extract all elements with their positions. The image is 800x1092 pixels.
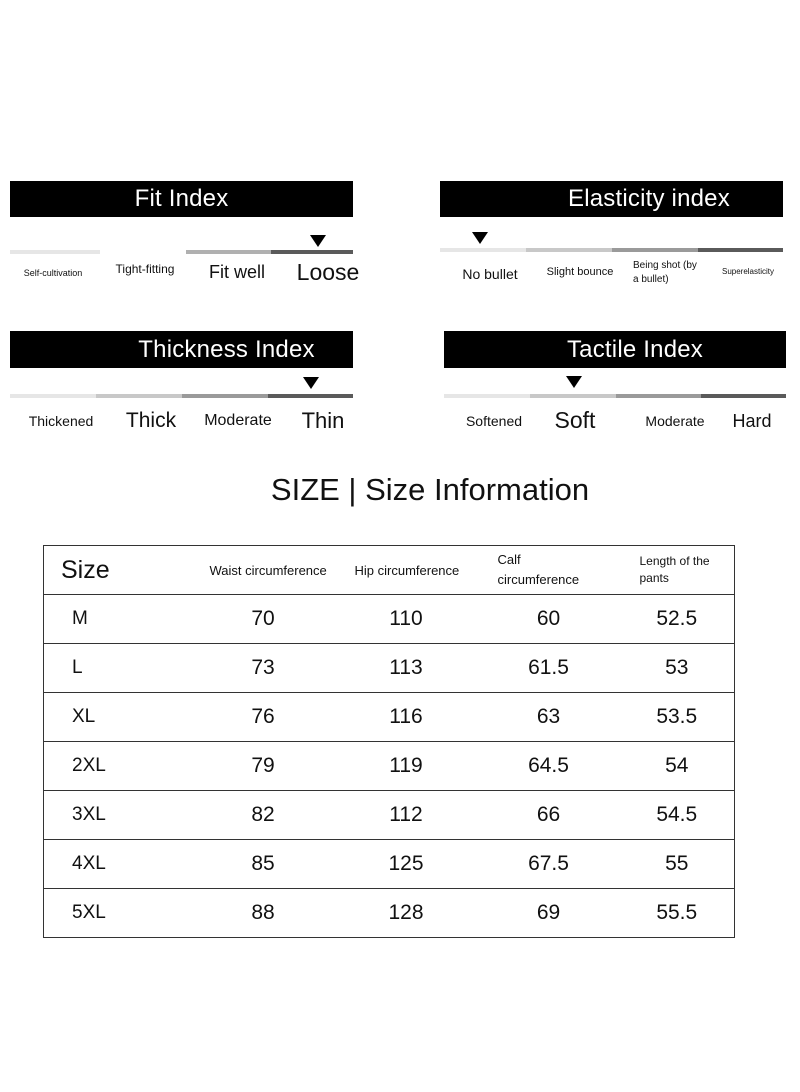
scale-segment: [96, 394, 182, 398]
scale-segment: [10, 250, 100, 254]
scale-segment: [100, 250, 186, 254]
cell-length: 53.5: [620, 693, 735, 742]
scale-segment: [182, 394, 268, 398]
cell-waist: 82: [192, 791, 335, 840]
scale-segment: [268, 394, 353, 398]
cell-size: M: [44, 595, 192, 644]
tactile-label-hard: Hard: [732, 411, 772, 431]
cell-hip: 113: [335, 644, 478, 693]
scale-segment: [526, 248, 612, 252]
elasticity-label-no-bullet: No bullet: [462, 266, 518, 282]
cell-length: 54.5: [620, 791, 735, 840]
elasticity-label-superelasticity: Superelasticity: [721, 267, 775, 276]
cell-hip: 119: [335, 742, 478, 791]
scale-segment: [698, 248, 783, 252]
cell-hip: 110: [335, 595, 478, 644]
col-header-hip: Hip circumference: [335, 546, 478, 595]
scale-segment: [440, 248, 526, 252]
fit-index-header: [10, 181, 353, 217]
col-header-size: Size: [44, 546, 192, 595]
size-table: [43, 545, 735, 938]
tactile-index-header: [444, 331, 786, 368]
table-row: [44, 693, 735, 742]
cell-calf: 66: [478, 791, 620, 840]
cell-waist: 79: [192, 742, 335, 791]
tactile-label-soft: Soft: [554, 407, 596, 433]
cell-length: 54: [620, 742, 735, 791]
fit-label-self-cultivation: Self-cultivation: [23, 268, 83, 278]
fit-label-tight-fitting: Tight-fitting: [115, 262, 175, 276]
thickness-index-marker: [303, 377, 319, 389]
fit-label-fit-well: Fit well: [208, 262, 265, 282]
table-row: [44, 840, 735, 889]
scale-segment: [10, 394, 96, 398]
cell-length: 55.5: [620, 889, 735, 938]
col-header-length: Length of the pants: [620, 546, 735, 595]
elasticity-index-scale: [440, 248, 783, 252]
thickness-label-moderate: Moderate: [204, 412, 272, 429]
cell-length: 52.5: [620, 595, 735, 644]
cell-length: 55: [620, 840, 735, 889]
fit-index-scale: [10, 250, 353, 254]
scale-segment: [271, 250, 353, 254]
fit-label-loose: Loose: [296, 259, 360, 285]
cell-hip: 116: [335, 693, 478, 742]
cell-calf: 69: [478, 889, 620, 938]
elasticity-index-marker: [472, 232, 488, 244]
tactile-index-scale: [444, 394, 786, 398]
cell-size: 3XL: [44, 791, 192, 840]
cell-waist: 85: [192, 840, 335, 889]
thickness-index-header: [10, 331, 353, 368]
cell-size: L: [44, 644, 192, 693]
elasticity-index-header: [440, 181, 783, 217]
cell-length: 53: [620, 644, 735, 693]
cell-calf: 60: [478, 595, 620, 644]
cell-size: 5XL: [44, 889, 192, 938]
cell-hip: 125: [335, 840, 478, 889]
table-row: [44, 644, 735, 693]
col-header-calf: Calf circumference: [478, 546, 620, 595]
table-row: [44, 742, 735, 791]
cell-waist: 76: [192, 693, 335, 742]
table-header-row: [44, 546, 735, 595]
table-row: [44, 595, 735, 644]
fit-index-title: Fit Index: [134, 185, 229, 212]
tactile-index-title: Tactile Index: [566, 335, 703, 363]
cell-waist: 88: [192, 889, 335, 938]
cell-calf: 61.5: [478, 644, 620, 693]
scale-segment: [612, 248, 698, 252]
thickness-index-title: Thickness Index: [138, 335, 315, 363]
thickness-label-thin: Thin: [301, 408, 345, 433]
cell-hip: 128: [335, 889, 478, 938]
fit-index-marker: [310, 235, 326, 247]
tactile-label-softened: Softened: [465, 413, 523, 429]
scale-segment: [444, 394, 530, 398]
cell-calf: 63: [478, 693, 620, 742]
cell-size: XL: [44, 693, 192, 742]
thickness-index-scale: [10, 394, 353, 398]
tactile-index-marker: [566, 376, 582, 388]
scale-segment: [701, 394, 786, 398]
elasticity-index-title: Elasticity index: [568, 185, 730, 212]
scale-segment: [616, 394, 701, 398]
thickness-label-thick: Thick: [125, 409, 177, 432]
scale-segment: [530, 394, 616, 398]
thickness-label-thickened: Thickened: [28, 413, 94, 429]
elasticity-label-slight-bounce: Slight bounce: [546, 266, 614, 278]
scale-segment: [186, 250, 271, 254]
cell-waist: 70: [192, 595, 335, 644]
cell-calf: 64.5: [478, 742, 620, 791]
cell-hip: 112: [335, 791, 478, 840]
cell-size: 2XL: [44, 742, 192, 791]
cell-waist: 73: [192, 644, 335, 693]
col-header-waist: Waist circumference: [192, 546, 335, 595]
table-row: [44, 791, 735, 840]
elasticity-label-being-shot: Being shot (by a bullet): [633, 260, 697, 285]
size-section-title: SIZE | Size Information: [270, 472, 590, 507]
cell-calf: 67.5: [478, 840, 620, 889]
cell-size: 4XL: [44, 840, 192, 889]
table-row: [44, 889, 735, 938]
tactile-label-moderate: Moderate: [645, 413, 705, 429]
